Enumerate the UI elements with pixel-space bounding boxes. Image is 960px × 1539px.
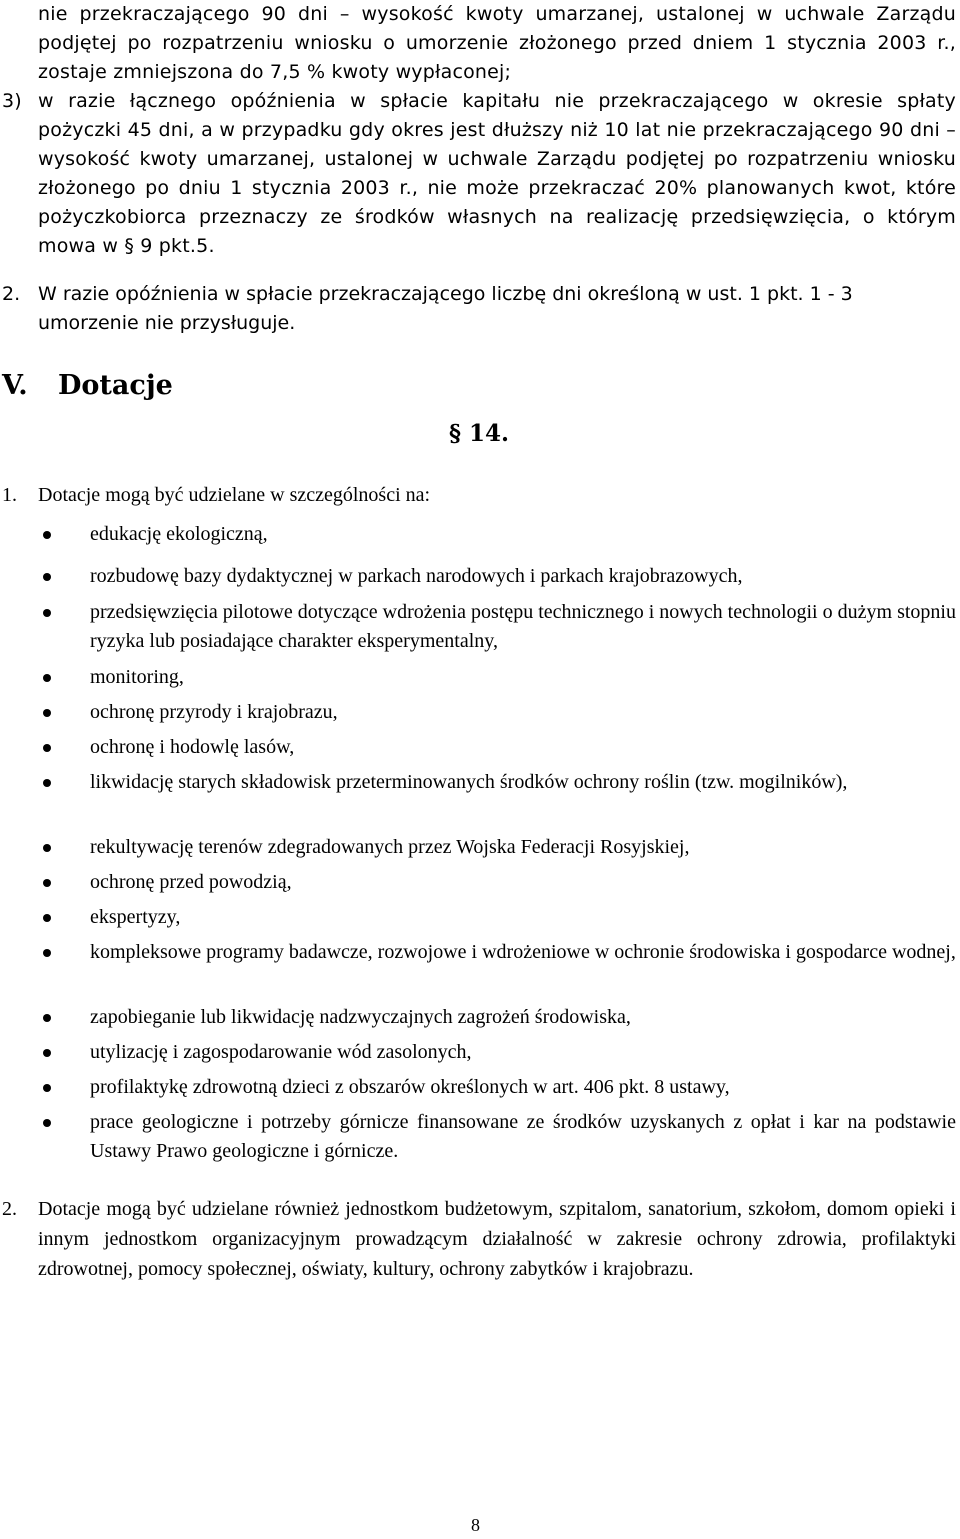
bullet-icon — [43, 1084, 51, 1092]
bullet-icon — [43, 674, 51, 682]
list-item: rozbudowę bazy dydaktycznej w parkach narodowych i parkach krajobrazowych, — [90, 562, 956, 591]
list-item: profilaktykę zdrowotną dzieci z obszarów określonych w art. 406 pkt. 8 ustawy, — [90, 1073, 956, 1102]
bullet-icon — [43, 609, 51, 617]
bullet-icon — [43, 573, 51, 581]
list-item: ochronę i hodowlę lasów, — [90, 733, 956, 762]
paragraph-number: § 14. — [449, 420, 510, 447]
list-item: prace geologiczne i potrzeby górnicze finansowane ze środków uzyskanych z opłat i kar na podstawie Ustawy Prawo geologiczne i górnicze. — [90, 1108, 956, 1166]
dotacje-item-1 — [2, 480, 956, 510]
bullet-icon — [43, 844, 51, 852]
dotacje-item-2-number: 2. — [2, 1198, 17, 1220]
bullet-icon — [43, 744, 51, 752]
bullet-icon — [43, 779, 51, 787]
bullet-icon — [43, 879, 51, 887]
list-item: ochronę przed powodzią, — [90, 868, 956, 897]
list-item: ekspertyzy, — [90, 903, 956, 932]
dotacje-item-1-intro: Dotacje mogą być udzielane w szczególności na: — [38, 484, 431, 506]
list-item: przedsięwzięcia pilotowe dotyczące wdrożenia postępu technicznego i nowych technologii o dużym stopniu ryzyka lub posiadające charakter eksperymentalny, — [90, 598, 956, 656]
section-roman-numeral: V. — [2, 370, 28, 401]
list-item: monitoring, — [90, 663, 956, 692]
item-3 — [2, 87, 956, 261]
list-item: kompleksowe programy badawcze, rozwojowe i wdrożeniowe w ochronie środowiska i gospodarce wodnej, — [90, 938, 956, 967]
bullet-icon — [43, 914, 51, 922]
page-number: 8 — [471, 1515, 480, 1535]
bullet-icon — [43, 1014, 51, 1022]
remission-item-2-text: W razie opóźnienia w spłacie przekraczającego liczbę dni określoną w ust. 1 pkt. 1 - 3 umorzenie nie przysługuje. — [38, 283, 853, 334]
list-item: ochronę przyrody i krajobrazu, — [90, 698, 956, 727]
remission-item-2 — [2, 280, 956, 338]
item-3-text: w razie łącznego opóźnienia w spłacie kapitału nie przekraczającego w okresie spłaty pożyczki 45 dni, a w przypadku gdy okres jest dłuższy niż 10 lat nie przekraczającego 90 dni – wysokość kwoty umarzanej, ustalonej w uchwale Zarządu podjętej po rozpatrzeniu wniosku złożonego po dniu 1 stycznia 2003 r., nie może przekraczać 20% planowanych kwot, które pożyczkobiorca przeznaczy ze środków własnych na realizację przedsięwzięcia, o którym mowa w § 9 pkt.5. — [38, 90, 956, 257]
bullet-icon — [43, 1049, 51, 1057]
list-item: zapobieganie lub likwidację nadzwyczajnych zagrożeń środowiska, — [90, 1003, 956, 1032]
dotacje-item-2 — [2, 1194, 956, 1284]
bullet-icon — [43, 1119, 51, 1127]
bullet-icon — [43, 949, 51, 957]
paragraph-continuation: nie przekraczającego 90 dni – wysokość kwoty umarzanej, ustalonej w uchwale Zarządu podjętej po rozpatrzeniu wniosku o umorzenie złożonego przed dniem 1 stycznia 2003 r., zostaje zmniejszona do 7,5 % kwoty wypłaconej; — [38, 3, 956, 83]
list-item: utylizację i zagospodarowanie wód zasolonych, — [90, 1038, 956, 1067]
dotacje-item-2-text: Dotacje mogą być udzielane również jednostkom budżetowym, szpitalom, sanatorium, szkołom, domom opieki i innym jednostkom organizacyjnym prowadzącym działalność w zakresie ochrony zdrowia, profilaktyki zdrowotnej, pomocy społecznej, oświaty, kultury, ochrony zabytków i krajobrazu. — [38, 1198, 956, 1280]
list-item: edukację ekologiczną, — [90, 520, 956, 549]
list-item: likwidację starych składowisk przeterminowanych środków ochrony roślin (tzw. mogilników), — [90, 768, 956, 797]
loan-remission-section — [2, 0, 956, 261]
dotacje-item-1-number: 1. — [2, 484, 17, 506]
bullet-icon — [43, 531, 51, 539]
list-item: rekultywację terenów zdegradowanych przez Wojska Federacji Rosyjskiej, — [90, 833, 956, 862]
item-3-number: 3) — [2, 90, 22, 112]
bullet-icon — [43, 709, 51, 717]
section-heading — [2, 370, 173, 401]
section-title: Dotacje — [58, 370, 173, 401]
remission-item-2-number: 2. — [2, 283, 21, 305]
